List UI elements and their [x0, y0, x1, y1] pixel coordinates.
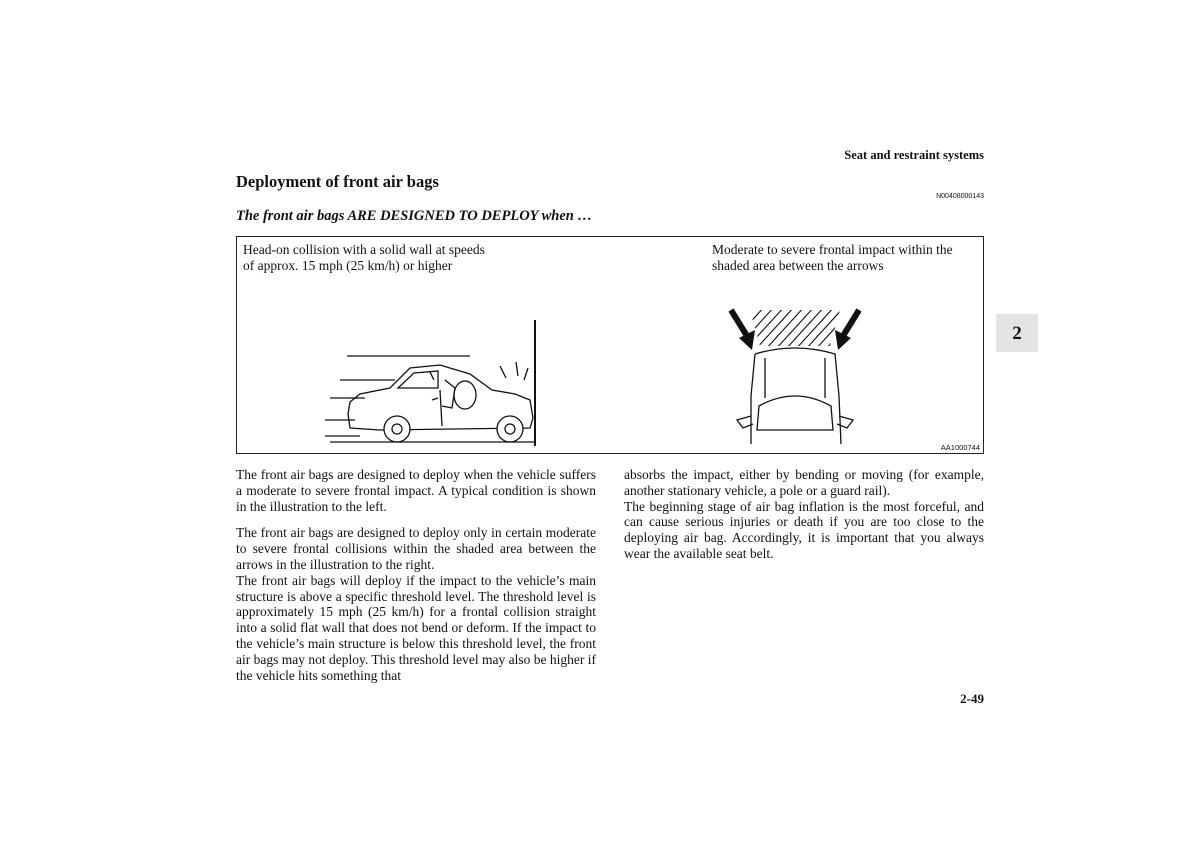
rear-wheel — [384, 416, 410, 442]
frontal-impact-zone-illustration — [725, 306, 865, 446]
impact-ray — [500, 366, 506, 378]
paragraph: The front air bags are designed to deploy when the vehicle suffers a moderate to severe frontal impact. A typical condition is shown in the illustration to the left. — [236, 467, 596, 514]
car-top-view — [737, 348, 853, 444]
document-id: N00408000143 — [936, 193, 984, 200]
paragraph: The front air bags will deploy if the impact to the vehicle’s main structure is above a specific threshold level. The threshold level is approximately 15 mph (25 km/h) for a frontal collision straight into a solid flat wall that does not bend or deform. If the impact to the vehicle’s main structure is below this threshold level, the front air bags may not deploy. This threshold level may also be higher if the vehicle hits something that — [236, 572, 596, 683]
paragraph: absorbs the impact, either by bending or moving (for example, another stationary vehicle, a pole or a guard rail). — [624, 467, 984, 498]
impact-ray — [516, 362, 518, 376]
front-wheel — [497, 416, 523, 442]
paragraph: The beginning stage of air bag inflation is the most forceful, and can cause serious injuries or death if you are too close to the deploying air bag. Accordingly, it is important that you always wear the available seat belt. — [624, 498, 984, 561]
subtitle: The front air bags ARE DESIGNED TO DEPLOY when … — [236, 208, 592, 224]
impact-ray — [430, 372, 434, 380]
impact-ray — [432, 398, 438, 400]
figure-left-caption: Head-on collision with a solid wall at speeds of approx. 15 mph (25 km/h) or higher — [243, 242, 485, 273]
impact-ray — [524, 368, 528, 380]
airbag — [454, 381, 476, 409]
page-number: 2-49 — [960, 691, 984, 706]
door-line — [440, 390, 442, 426]
section-header: Seat and restraint systems — [844, 148, 984, 162]
figure-right-caption: Moderate to severe frontal impact within the shaded area between the arrows — [712, 242, 953, 273]
page-title: Deployment of front air bags — [236, 172, 439, 191]
car-wall-collision-illustration — [320, 318, 550, 450]
occupant — [442, 380, 455, 408]
body-right-column — [624, 467, 984, 562]
body-left-column — [236, 467, 596, 683]
figure-code: AA1000744 — [940, 443, 980, 452]
chapter-tab[interactable]: 2 — [996, 314, 1038, 352]
left-impact-arrow — [731, 310, 755, 350]
right-impact-arrow — [835, 310, 859, 350]
paragraph: The front air bags are designed to deploy only in certain moderate to severe frontal collisions within the shaded area between the arrows in the illustration to the right. — [236, 525, 596, 572]
